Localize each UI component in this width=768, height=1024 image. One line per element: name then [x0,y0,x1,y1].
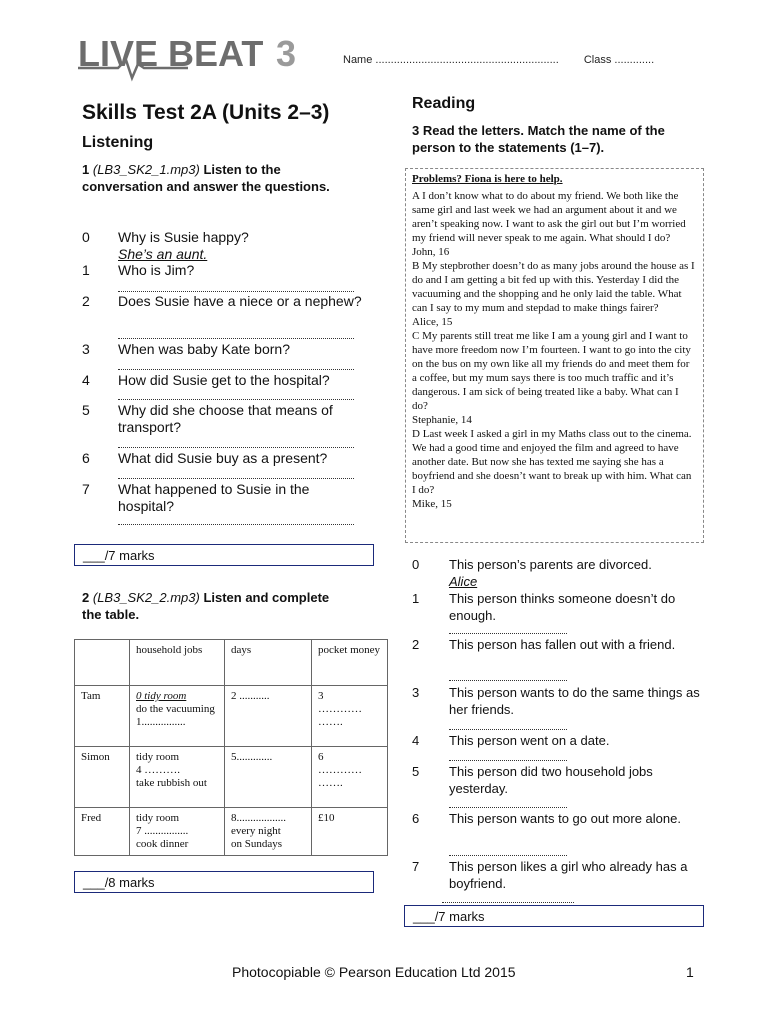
answer-line-5[interactable] [118,447,354,448]
letter-signature: Mike, 15 [412,498,452,510]
letter-d: D Last week I asked a girl in my Maths class out to the cinema. We had a good time and enjoyed the film and agreed to have another date. But now she has texted me saying she has a boyfriend and she doesn’t want to break up with him. What can I do? Mike, 15 [412,428,692,510]
table-header-cell: days [225,640,312,686]
jobs-cell[interactable]: tidy room 7 ................ cook dinner [130,808,225,856]
money-cell: £10 [312,808,388,856]
letter-signature: John, 16 [412,246,450,258]
table-row [75,808,388,856]
ex3-instruction-text: Read the letters. Match the name of the person to the statements (1–7). [412,123,665,155]
row-name: Simon [75,747,130,808]
ex3-number: 3 [412,123,420,138]
letter-b: B My stepbrother doesn’t do as many jobs around the house as I do and I am getting a bit fed up with this. Yesterday I did the vacuuming and the shopping and he only laid the table. What can I say to my mum and stepdad to make things fairer? Alice, 15 [412,260,695,328]
ex2-instruction-text: Listen and complete the table. [82,590,330,622]
example-answer: Alice [449,574,478,589]
household-jobs-table [74,639,388,856]
svg-text:LIVE BEAT: LIVE BEAT [78,33,264,74]
answer-line-7[interactable] [118,524,354,525]
table-header-cell: household jobs [130,640,225,686]
ex1-instruction [82,161,352,195]
answer-line-1[interactable] [118,291,354,292]
example-answer: She’s an aunt. [118,246,208,262]
table-header-cell: pocket money [312,640,388,686]
ex1-audio-file: (LB3_SK2_1.mp3) [92,162,200,177]
answer-line-3[interactable] [118,369,354,370]
ex1-marks-box[interactable]: ___/7 marks [74,544,374,566]
ex3-instruction [412,122,702,156]
svg-text:3: 3 [276,33,297,74]
reading-heading: Reading [412,95,476,112]
letter-signature: Stephanie, 14 [412,414,472,426]
ex1-instruction-text: Listen to the conversation and answer the questions. [82,162,330,194]
answer-line-s1[interactable] [449,633,567,634]
copyright-footer: Photocopiable © Pearson Education Ltd 2015 [232,964,516,980]
days-cell[interactable]: 5............. [225,747,312,808]
letter-a: A I don’t know what to do about my friend. We both like the same girl and last week we had an argument about it and we aren’t speaking now. I want to ask the girl out but I’m worried my friend will never speak to me again. What should I do? John, 16 [412,190,686,258]
money-cell[interactable]: 6 ………… ……. [312,747,388,808]
page-title: Skills Test 2A (Units 2–3) [82,101,330,124]
ex2-number: 2 [82,590,90,605]
listening-heading: Listening [82,134,154,151]
class-field[interactable]: Class ............. [583,54,655,66]
ex3-marks-box[interactable]: ___/7 marks [404,905,704,927]
answer-line-s7[interactable] [442,902,574,903]
letters-box [405,168,704,543]
ex2-marks-box[interactable]: ___/8 marks [74,871,374,893]
letters-box-title: Problems? Fiona is here to help. [412,173,563,185]
days-cell[interactable]: 2 ........... [225,686,312,747]
jobs-cell[interactable]: tidy room 4 ………. take rubbish out [130,747,225,808]
answer-line-6[interactable] [118,478,354,479]
table-header-row [75,640,388,686]
answer-line-s5[interactable] [449,807,567,808]
table-row [75,686,388,747]
table-header-cell [75,640,130,686]
page-number: 1 [686,964,694,980]
answer-line-s4[interactable] [449,760,567,761]
table-row [75,747,388,808]
answer-line-4[interactable] [118,399,354,400]
live-beat-logo [78,30,308,82]
answer-line-2[interactable] [118,338,354,339]
header-fields [343,54,676,66]
letter-signature: Alice, 15 [412,316,453,328]
ex2-instruction [82,589,352,623]
jobs-cell[interactable]: 0 tidy room do the vacuuming 1................ [130,686,225,747]
days-cell[interactable]: 8.................. every night on Sundays [225,808,312,856]
answer-line-s2[interactable] [449,680,567,681]
answer-line-s6[interactable] [449,855,567,856]
ex2-audio-file: (LB3_SK2_2.mp3) [92,590,200,605]
ex1-number: 1 [82,162,90,177]
name-field[interactable]: Name ............................................................ [343,54,559,66]
letter-c: C My parents still treat me like I am a young girl and I want to have more freedom now I’m fourteen. I want to go into the city on the bus on my own like all my friends do and meet them for a coffee, but my mum says there is too much traffic and it’s dangerous. I am sick of being treated like a baby. What can I do? Stephanie, 14 [412,330,691,426]
row-name: Fred [75,808,130,856]
row-name: Tam [75,686,130,747]
answer-line-s3[interactable] [449,729,567,730]
money-cell[interactable]: 3 ………… ……. [312,686,388,747]
